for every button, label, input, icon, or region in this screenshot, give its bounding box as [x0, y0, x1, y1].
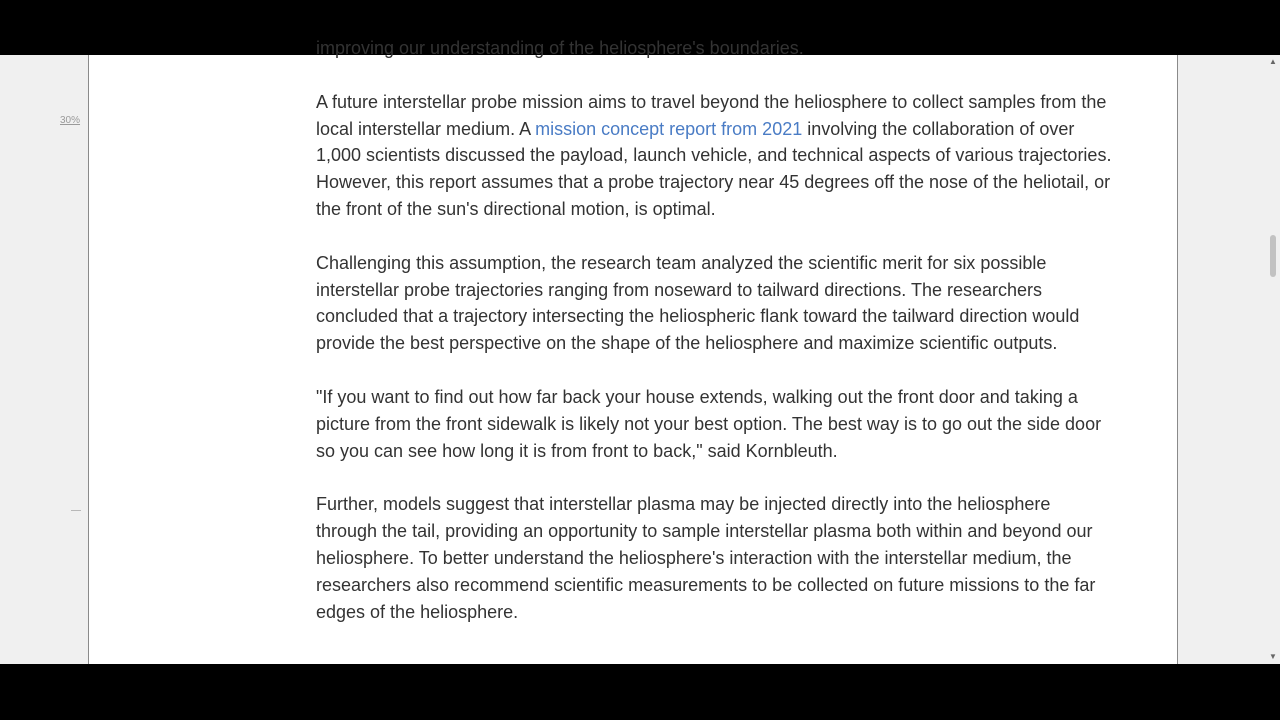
mission-concept-report-link[interactable]: mission concept report from 2021: [535, 118, 803, 139]
reading-progress-label[interactable]: 30%: [60, 115, 81, 126]
paragraph-5: Further, models suggest that interstellar plasma may be injected directly into the heliosphere through the tail, providing an opportunity to sample interstellar plasma both within and beyond our heliosphere. To better understand the heliosphere's interaction with the interstellar medium, the researchers also recommend scientific measurements to be collected on future missions to the far edges of the heliosphere.: [316, 494, 1096, 622]
paragraph-1: improving our understanding of the heliosphere's boundaries.: [316, 38, 804, 58]
gutter-marker: [71, 510, 81, 511]
scroll-up-arrow-icon[interactable]: ▲: [1269, 57, 1277, 66]
right-gutter: [1178, 55, 1268, 664]
paragraph-2: [316, 89, 1116, 223]
paragraph-3: Challenging this assumption, the research team analyzed the scientific merit for six possible interstellar probe trajectories ranging from noseward to tailward directions. The researchers concluded that a trajectory intersecting the heliospheric flank toward the tailward direction would provide the best perspective on the shape of the heliosphere and maximize scientific outputs.: [316, 252, 1080, 354]
paragraph-4-quote: "If you want to find out how far back your house extends, walking out the front door and taking a picture from the front sidewalk is likely not your best option. The best way is to go out the side door so you can see how long it is from front to back," said Kornbleuth.: [316, 386, 1102, 461]
scrollbar-thumb[interactable]: [1270, 235, 1276, 277]
vertical-scrollbar[interactable]: [1266, 55, 1280, 664]
article-panel: [88, 38, 1178, 664]
article-body: [316, 35, 1116, 652]
browser-viewport: [0, 38, 1280, 664]
paragraph-2-text-after-link: involving the collaboration of over 1,000 scientists discussed the payload, launch vehicle, and technical aspects of various trajectories. However, this report assumes that a probe trajectory near 45 degrees off the nose of the heliotail, or the front of the sun's directional motion, is optimal.: [316, 118, 1112, 219]
paragraph-2-text-before-link: A future interstellar probe mission aims to travel beyond the heliosphere to collect samples from the local interstellar medium. A: [316, 91, 1107, 139]
left-gutter: [0, 55, 88, 664]
scroll-down-arrow-icon[interactable]: ▼: [1269, 652, 1277, 661]
